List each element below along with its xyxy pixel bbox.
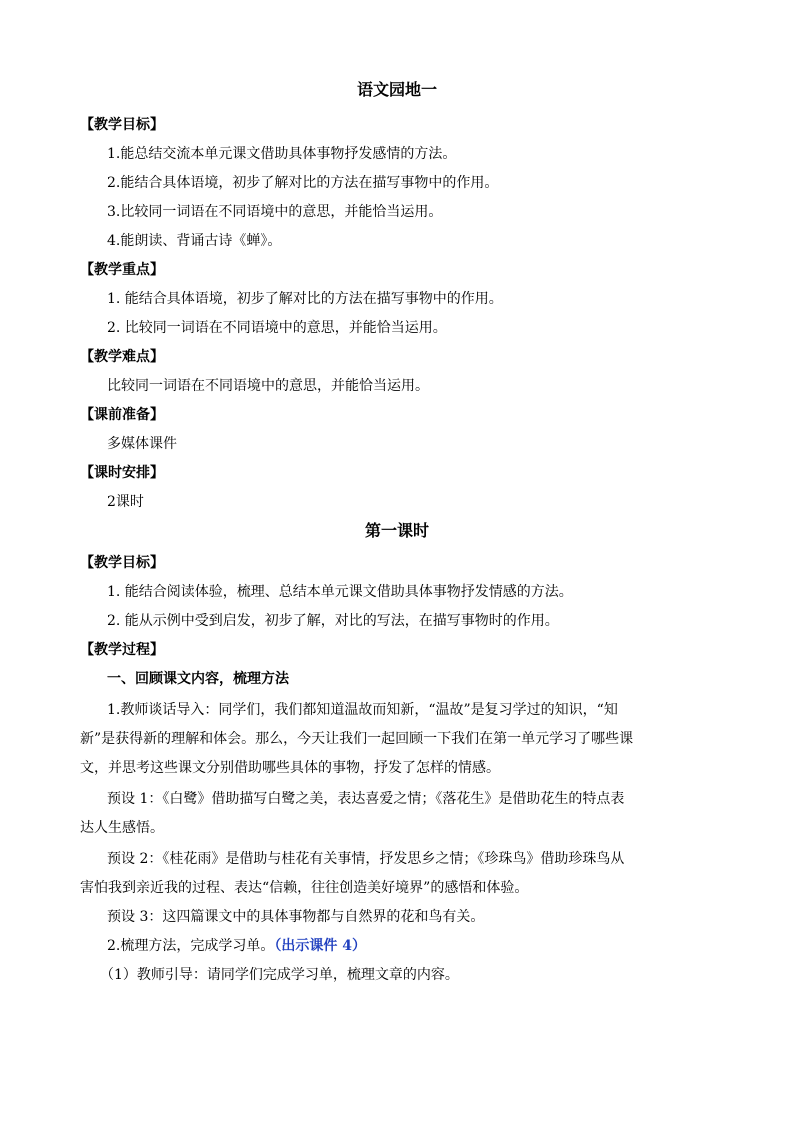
key-point-item: 1. 能结合具体语境，初步了解对比的方法在描写事物中的作用。 xyxy=(107,291,503,307)
lesson-goals-heading: 【教学目标】 xyxy=(80,555,164,571)
key-points-heading: 【教学重点】 xyxy=(80,262,164,278)
step-title: 一、回顾课文内容，梳理方法 xyxy=(107,671,289,687)
preparation-text: 多媒体课件 xyxy=(107,436,177,452)
paragraph-line: 新”是获得新的理解和体会。那么，今天让我们一起回顾一下我们在第一单元学习了哪些课 xyxy=(80,731,634,747)
paragraph-line xyxy=(0,936,794,956)
schedule-heading: 【课时安排】 xyxy=(80,465,164,481)
goals-heading: 【教学目标】 xyxy=(80,117,164,133)
preset-line: 预设 3：这四篇课文中的具体事物都与自然界的花和鸟有关。 xyxy=(107,909,485,925)
goal-item: 3.比较同一词语在不同语境中的意思，并能恰当运用。 xyxy=(107,204,443,220)
courseware-highlight: （出示课件 4） xyxy=(274,938,366,954)
difficulty-text: 比较同一词语在不同语境中的意思，并能恰当运用。 xyxy=(107,378,429,394)
difficulty-heading: 【教学难点】 xyxy=(80,349,164,365)
lesson-goal-item: 2. 能从示例中受到启发，初步了解，对比的写法，在描写事物时的作用。 xyxy=(107,613,559,629)
preset-line: 预设 1：《白鹭》借助描写白鹭之美，表达喜爱之情；《落花生》是借助花生的特点表 xyxy=(107,791,625,807)
goal-item: 1.能总结交流本单元课文借助具体事物抒发感情的方法。 xyxy=(107,146,457,162)
key-point-item: 2. 比较同一词语在不同语境中的意思，并能恰当运用。 xyxy=(107,320,447,336)
lesson-title: 第一课时 xyxy=(364,521,429,540)
preparation-heading: 【课前准备】 xyxy=(80,407,164,423)
step-text: 2.梳理方法，完成学习单。 xyxy=(107,938,275,954)
goal-item: 2.能结合具体语境，初步了解对比的方法在描写事物中的作用。 xyxy=(107,175,499,191)
paragraph-line: （1）教师引导：请同学们完成学习单，梳理文章的内容。 xyxy=(100,967,459,983)
preset-line: 害怕我到亲近我的过程、表达“信赖，往往创造美好境界”的感悟和体验。 xyxy=(80,880,529,896)
schedule-text: 2课时 xyxy=(107,494,144,510)
page-title: 语文园地一 xyxy=(356,80,437,99)
preset-line: 达人生感悟。 xyxy=(80,820,164,836)
paragraph-line: 文，并思考这些课文分别借助哪些具体的事物，抒发了怎样的情感。 xyxy=(80,760,500,776)
preset-line: 预设 2：《桂花雨》是借助与桂花有关事情，抒发思乡之情；《珍珠鸟》借助珍珠鸟从 xyxy=(107,851,625,867)
lesson-goal-item: 1. 能结合阅读体验，梳理、总结本单元课文借助具体事物抒发情感的方法。 xyxy=(107,584,573,600)
goal-item: 4.能朗读、背诵古诗《蝉》。 xyxy=(107,233,282,249)
process-heading: 【教学过程】 xyxy=(80,642,164,658)
paragraph-line: 1.教师谈话导入：同学们，我们都知道温故而知新，“温故”是复习学过的知识，“知 xyxy=(107,702,618,718)
